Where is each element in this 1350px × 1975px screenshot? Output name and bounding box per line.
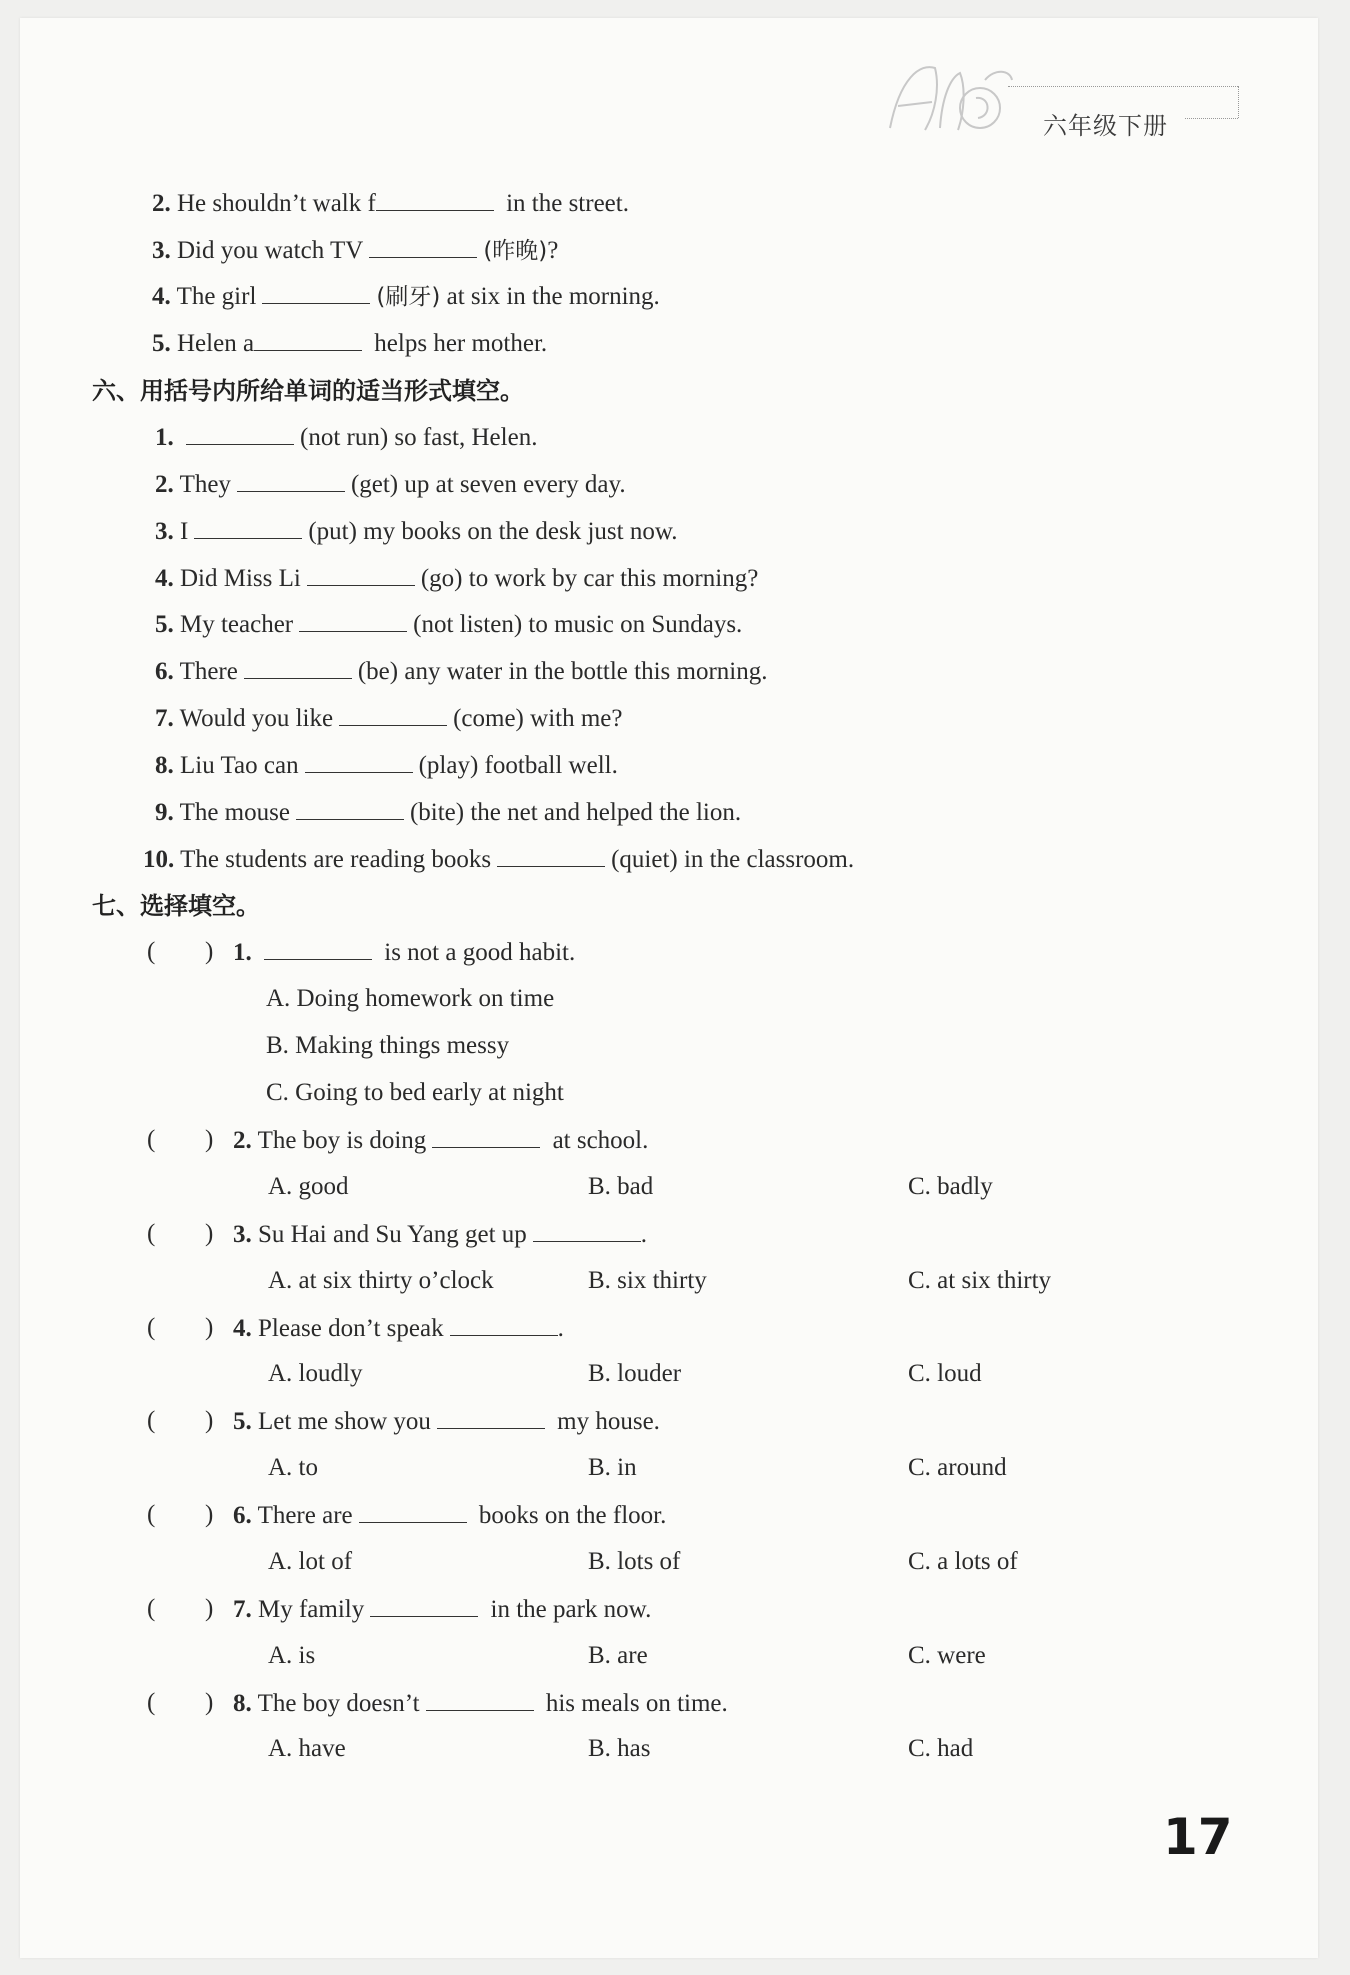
option-b[interactable]: B. Making things messy <box>266 1032 510 1059</box>
book-logo-icon <box>880 58 1015 138</box>
answer-blank[interactable] <box>244 656 352 679</box>
item-text: up at seven every day. <box>404 471 626 498</box>
header-rule <box>1238 86 1239 118</box>
item-text: Did Miss Li <box>180 565 301 592</box>
header-rule <box>1185 118 1238 119</box>
item-text: Please don’t speak <box>258 1315 444 1342</box>
item-text: books on the floor. <box>478 1502 667 1529</box>
item-text: helps her mother. <box>374 330 548 357</box>
option-b[interactable]: B. has <box>588 1735 651 1762</box>
page-header <box>880 58 1250 138</box>
option-c[interactable]: C. around <box>908 1454 1007 1481</box>
section-6-title: 六、用括号内所给单词的适当形式填空。 <box>92 377 524 405</box>
item-text: the net and helped the lion. <box>470 799 742 826</box>
answer-paren-open: ( <box>147 1689 156 1716</box>
option-a[interactable]: A. Doing homework on time <box>266 985 555 1012</box>
item-text: my house. <box>557 1408 660 1435</box>
answer-paren-close: ) <box>205 1314 214 1341</box>
option-c[interactable]: C. loud <box>908 1360 982 1387</box>
item-text: with me? <box>530 705 623 732</box>
item-number: 5 <box>233 1408 246 1435</box>
item-text: The boy is doing <box>257 1127 427 1154</box>
given-word: (quiet) <box>611 846 678 873</box>
given-word: (be) <box>357 658 399 685</box>
item-number: 5 <box>155 611 168 638</box>
item-text: Would you like <box>179 705 334 732</box>
item-text: There are <box>257 1502 353 1529</box>
s6-item-5: 5. My teacher (not listen) to music on Sundays. <box>155 611 743 638</box>
option-b[interactable]: B. in <box>588 1454 637 1481</box>
given-word: (come) <box>453 705 524 732</box>
item-number: 5 <box>152 330 165 357</box>
option-c[interactable]: C. had <box>908 1735 974 1762</box>
chinese-hint: (昨晚) <box>483 238 548 264</box>
option-c[interactable]: C. badly <box>908 1173 993 1200</box>
answer-paren-close: ) <box>205 1407 214 1434</box>
item-number: 4 <box>152 283 165 310</box>
answer-blank[interactable] <box>237 469 345 492</box>
answer-blank[interactable] <box>359 1500 467 1523</box>
item-number: 6 <box>233 1502 246 1529</box>
option-a[interactable]: A. have <box>268 1735 346 1762</box>
answer-paren-open: ( <box>147 1501 156 1528</box>
option-b[interactable]: B. are <box>588 1642 648 1669</box>
item-number: 2 <box>233 1127 246 1154</box>
given-word: (put) <box>308 518 357 545</box>
item-number: 2 <box>152 190 165 217</box>
section-7-title: 七、选择填空。 <box>92 892 260 920</box>
s7-question-8: 8. The boy doesn’t his meals on time. <box>233 1690 728 1717</box>
s6-item-8: 8. Liu Tao can (play) football well. <box>155 752 618 779</box>
item-text: football well. <box>484 752 618 779</box>
item-text: There <box>179 658 238 685</box>
item-number: 8 <box>233 1690 246 1717</box>
answer-paren-close: ) <box>205 938 214 965</box>
answer-blank[interactable] <box>450 1313 558 1336</box>
item-text: . <box>640 1221 648 1248</box>
item-text: I <box>180 518 189 545</box>
option-c[interactable]: C. Going to bed early at night <box>266 1079 564 1106</box>
answer-blank[interactable] <box>369 235 477 258</box>
item-text: my books on the desk just now. <box>363 518 678 545</box>
item-text: The boy doesn’t <box>257 1690 420 1717</box>
given-word: (play) <box>418 752 479 779</box>
s6-item-2: 2. They (get) up at seven every day. <box>155 471 626 498</box>
option-c[interactable]: C. at six thirty <box>908 1267 1052 1294</box>
option-c[interactable]: C. were <box>908 1642 986 1669</box>
item-text: so fast, Helen. <box>394 424 538 451</box>
given-word: (bite) <box>409 799 465 826</box>
answer-paren-open: ( <box>147 1220 156 1247</box>
item-text: in the street. <box>506 190 629 217</box>
s6-item-1: 1. (not run) so fast, Helen. <box>155 424 538 451</box>
item-number: 3 <box>155 518 168 545</box>
item-text: his meals on time. <box>545 1690 728 1717</box>
option-b[interactable]: B. louder <box>588 1360 682 1387</box>
answer-paren-open: ( <box>147 1595 156 1622</box>
s6-item-4: 4. Did Miss Li (go) to work by car this morning? <box>155 565 759 592</box>
item-text: is not a good habit. <box>384 939 576 966</box>
given-word: (get) <box>350 471 399 498</box>
item-text: . <box>557 1315 564 1342</box>
s7-question-3: 3. Su Hai and Su Yang get up . <box>233 1221 648 1248</box>
answer-blank[interactable] <box>307 563 415 586</box>
answer-blank[interactable] <box>533 1219 641 1242</box>
option-a[interactable]: A. lot of <box>268 1548 353 1575</box>
s7-question-1: 1. is not a good habit. <box>233 939 576 966</box>
item-text: The girl <box>176 283 257 310</box>
answer-paren-close: ) <box>205 1595 214 1622</box>
s7-question-7: 7. My family in the park now. <box>233 1596 652 1623</box>
answer-blank[interactable] <box>339 703 447 726</box>
item-text: Helen a <box>177 330 255 357</box>
answer-paren-open: ( <box>147 1407 156 1434</box>
item-text: My family <box>258 1596 365 1623</box>
answer-blank[interactable] <box>305 750 413 773</box>
item-text: at six in the morning. <box>446 283 660 310</box>
item-text: Liu Tao can <box>180 752 299 779</box>
item-text: The mouse <box>179 799 290 826</box>
item-text: Let me show you <box>258 1408 431 1435</box>
item-number: 4 <box>233 1315 246 1342</box>
item-number: 7 <box>155 705 168 732</box>
item-text: They <box>179 471 231 498</box>
answer-paren-close: ) <box>205 1689 214 1716</box>
answer-blank[interactable] <box>370 1594 478 1617</box>
item-text: Did you watch TV <box>177 237 364 264</box>
item-text: to music on Sundays. <box>528 611 743 638</box>
item-number: 3 <box>233 1221 246 1248</box>
chinese-hint: (刷牙) <box>376 284 441 310</box>
item-number: 4 <box>155 565 168 592</box>
s6-item-9: 9. The mouse (bite) the net and helped the lion. <box>155 799 742 826</box>
option-c[interactable]: C. a lots of <box>908 1548 1018 1575</box>
item-text: Su Hai and Su Yang get up <box>258 1221 527 1248</box>
answer-paren-open: ( <box>147 1126 156 1153</box>
s7-question-5: 5. Let me show you my house. <box>233 1408 660 1435</box>
answer-blank[interactable] <box>432 1125 540 1148</box>
header-rule <box>1008 86 1238 87</box>
answer-blank[interactable] <box>264 937 372 960</box>
given-word: (not listen) <box>413 611 523 638</box>
answer-paren-close: ) <box>205 1501 214 1528</box>
item-text: in the park now. <box>490 1596 652 1623</box>
s7-question-2: 2. The boy is doing at school. <box>233 1127 649 1154</box>
answer-paren-close: ) <box>205 1126 214 1153</box>
item-number: 1 <box>233 939 246 966</box>
page-number: 17 <box>1163 1808 1233 1866</box>
option-a[interactable]: A. to <box>268 1454 318 1481</box>
prev-item-2: 2. He shouldn’t walk f in the street. <box>152 190 629 217</box>
answer-paren-close: ) <box>205 1220 214 1247</box>
given-word: (not run) <box>300 424 389 451</box>
answer-blank[interactable] <box>186 422 294 445</box>
option-a[interactable]: A. is <box>268 1642 316 1669</box>
answer-blank[interactable] <box>194 516 302 539</box>
s7-question-6: 6. There are books on the floor. <box>233 1502 667 1529</box>
answer-blank[interactable] <box>254 328 362 351</box>
prev-item-3: 3. Did you watch TV (昨晚)? <box>152 237 559 264</box>
item-number: 10 <box>143 846 168 873</box>
item-number: 2 <box>155 471 168 498</box>
item-text: The students are reading books <box>180 846 492 873</box>
item-number: 9 <box>155 799 168 826</box>
prev-item-4: 4. The girl (刷牙) at six in the morning. <box>152 283 660 310</box>
answer-paren-open: ( <box>147 1314 156 1341</box>
item-text: My teacher <box>180 611 294 638</box>
option-b[interactable]: B. six thirty <box>588 1267 707 1294</box>
item-text: in the classroom. <box>683 846 855 873</box>
item-number: 1 <box>155 424 168 451</box>
option-a[interactable]: A. loudly <box>268 1360 363 1387</box>
s6-item-3: 3. I (put) my books on the desk just now. <box>155 518 678 545</box>
option-a[interactable]: A. good <box>268 1173 349 1200</box>
item-text: to work by car this morning? <box>468 565 759 592</box>
item-text: any water in the bottle this morning. <box>404 658 768 685</box>
prev-item-5: 5. Helen a helps her mother. <box>152 330 548 357</box>
answer-blank[interactable] <box>437 1406 545 1429</box>
given-word: (go) <box>420 565 463 592</box>
item-text: at school. <box>552 1127 649 1154</box>
item-number: 7 <box>233 1596 246 1623</box>
option-a[interactable]: A. at six thirty o’clock <box>268 1267 494 1294</box>
s6-item-10: 10. The students are reading books (quiet) in the classroom. <box>143 846 855 873</box>
s6-item-6: 6. There (be) any water in the bottle this morning. <box>155 658 768 685</box>
item-number: 3 <box>152 237 165 264</box>
option-b[interactable]: B. lots of <box>588 1548 681 1575</box>
answer-blank[interactable] <box>497 844 605 867</box>
answer-paren-open: ( <box>147 938 156 965</box>
s7-question-4: 4. Please don’t speak . <box>233 1315 564 1342</box>
answer-blank[interactable] <box>426 1688 534 1711</box>
item-number: 8 <box>155 752 168 779</box>
answer-blank[interactable] <box>262 281 370 304</box>
s6-item-7: 7. Would you like (come) with me? <box>155 705 623 732</box>
answer-blank[interactable] <box>296 797 404 820</box>
item-text: ? <box>547 237 559 264</box>
grade-label: 六年级下册 <box>1043 112 1168 140</box>
item-number: 6 <box>155 658 168 685</box>
answer-blank[interactable] <box>376 188 494 211</box>
option-b[interactable]: B. bad <box>588 1173 654 1200</box>
answer-blank[interactable] <box>299 609 407 632</box>
item-text: He shouldn’t walk f <box>177 190 376 217</box>
